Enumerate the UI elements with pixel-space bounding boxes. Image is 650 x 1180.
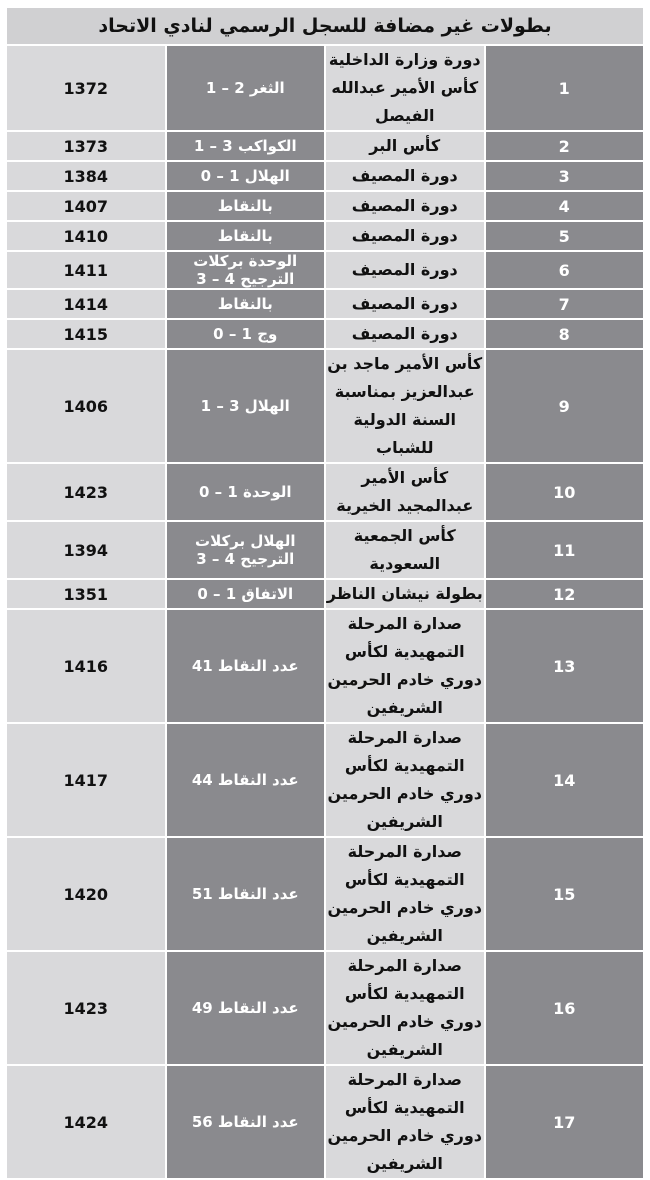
row-number-cell: 11: [485, 521, 645, 579]
result-cell: عدد النقاط 44: [166, 723, 326, 837]
table-row: [6, 319, 644, 349]
year-cell: 1424: [6, 1065, 166, 1179]
table-row: [6, 221, 644, 251]
table-row: [6, 609, 644, 723]
year-cell: 1415: [6, 319, 166, 349]
year-cell: 1414: [6, 289, 166, 319]
row-number-cell: 3: [485, 161, 645, 191]
year-cell: 1417: [6, 723, 166, 837]
table-row: [6, 45, 644, 131]
tournament-name-cell: دورة المصيف: [325, 319, 485, 349]
year-cell: 1351: [6, 579, 166, 609]
row-number-cell: 9: [485, 349, 645, 463]
row-number-cell: 8: [485, 319, 645, 349]
row-number-cell: 2: [485, 131, 645, 161]
year-cell: 1423: [6, 951, 166, 1065]
result-cell: الهلال بركلات الترجيح 4 – 3: [166, 521, 326, 579]
tournament-name-cell: كأس الأمير عبدالمجيد الخيرية: [325, 463, 485, 521]
year-cell: 1407: [6, 191, 166, 221]
tournament-name-cell: دورة المصيف: [325, 221, 485, 251]
tournament-name-cell: دورة المصيف: [325, 161, 485, 191]
tournament-name-cell: بطولة نيشان الناظر: [325, 579, 485, 609]
result-cell: بالنقاط: [166, 289, 326, 319]
table-row: [6, 161, 644, 191]
year-cell: 1420: [6, 837, 166, 951]
row-number-cell: 12: [485, 579, 645, 609]
row-number-cell: 1: [485, 45, 645, 131]
table-title: بطولات غير مضافة للسجل الرسمي لنادي الاتحاد: [6, 7, 644, 45]
year-cell: 1394: [6, 521, 166, 579]
tournament-name-cell: كأس البر: [325, 131, 485, 161]
tournament-name-cell: صدارة المرحلة التمهيدية لكأس دوري خادم الحرمين الشريفين: [325, 609, 485, 723]
result-cell: عدد النقاط 49: [166, 951, 326, 1065]
row-number-cell: 15: [485, 837, 645, 951]
result-cell: الوحدة بركلات الترجيح 4 – 3: [166, 251, 326, 289]
tournament-name-cell: صدارة المرحلة التمهيدية لكأس دوري خادم الحرمين الشريفين: [325, 1065, 485, 1179]
year-cell: 1373: [6, 131, 166, 161]
tournament-name-cell: صدارة المرحلة التمهيدية لكأس دوري خادم الحرمين الشريفين: [325, 723, 485, 837]
year-cell: 1416: [6, 609, 166, 723]
table-row: [6, 1065, 644, 1179]
table-row: [6, 191, 644, 221]
row-number-cell: 6: [485, 251, 645, 289]
result-cell: بالنقاط: [166, 221, 326, 251]
championships-table: [5, 6, 645, 1180]
result-cell: الهلال 3 – 1: [166, 349, 326, 463]
row-number-cell: 5: [485, 221, 645, 251]
result-cell: عدد النقاط 51: [166, 837, 326, 951]
table-row: [6, 131, 644, 161]
table-row: [6, 579, 644, 609]
year-cell: 1372: [6, 45, 166, 131]
result-cell: عدد النقاط 41: [166, 609, 326, 723]
year-cell: 1384: [6, 161, 166, 191]
table-row: [6, 521, 644, 579]
row-number-cell: 17: [485, 1065, 645, 1179]
table-row: [6, 463, 644, 521]
table-row: [6, 837, 644, 951]
tournament-name-cell: دورة المصيف: [325, 289, 485, 319]
result-cell: الهلال 1 – 0: [166, 161, 326, 191]
result-cell: الثغر 2 – 1: [166, 45, 326, 131]
tournament-name-cell: كأس الأمير ماجد بن عبدالعزيز بمناسبة السنة الدولية للشباب: [325, 349, 485, 463]
championships-table-container: [5, 6, 645, 1180]
tournament-name-cell: دورة المصيف: [325, 191, 485, 221]
table-row: [6, 349, 644, 463]
tournament-name-cell: صدارة المرحلة التمهيدية لكأس دوري خادم الحرمين الشريفين: [325, 837, 485, 951]
tournament-name-cell: دورة وزارة الداخلية كأس الأمير عبدالله الفيصل: [325, 45, 485, 131]
table-row: [6, 723, 644, 837]
row-number-cell: 10: [485, 463, 645, 521]
table-row: [6, 951, 644, 1065]
year-cell: 1406: [6, 349, 166, 463]
row-number-cell: 13: [485, 609, 645, 723]
row-number-cell: 7: [485, 289, 645, 319]
result-cell: الوحدة 1 – 0: [166, 463, 326, 521]
table-row: [6, 289, 644, 319]
row-number-cell: 4: [485, 191, 645, 221]
year-cell: 1410: [6, 221, 166, 251]
result-cell: عدد النقاط 56: [166, 1065, 326, 1179]
tournament-name-cell: دورة المصيف: [325, 251, 485, 289]
table-row: [6, 251, 644, 289]
year-cell: 1423: [6, 463, 166, 521]
result-cell: الاتفاق 1 – 0: [166, 579, 326, 609]
tournament-name-cell: كأس الجمعية السعودية: [325, 521, 485, 579]
row-number-cell: 14: [485, 723, 645, 837]
tournament-name-cell: صدارة المرحلة التمهيدية لكأس دوري خادم الحرمين الشريفين: [325, 951, 485, 1065]
result-cell: الكواكب 3 – 1: [166, 131, 326, 161]
result-cell: بالنقاط: [166, 191, 326, 221]
year-cell: 1411: [6, 251, 166, 289]
row-number-cell: 16: [485, 951, 645, 1065]
result-cell: وج 1 – 0: [166, 319, 326, 349]
